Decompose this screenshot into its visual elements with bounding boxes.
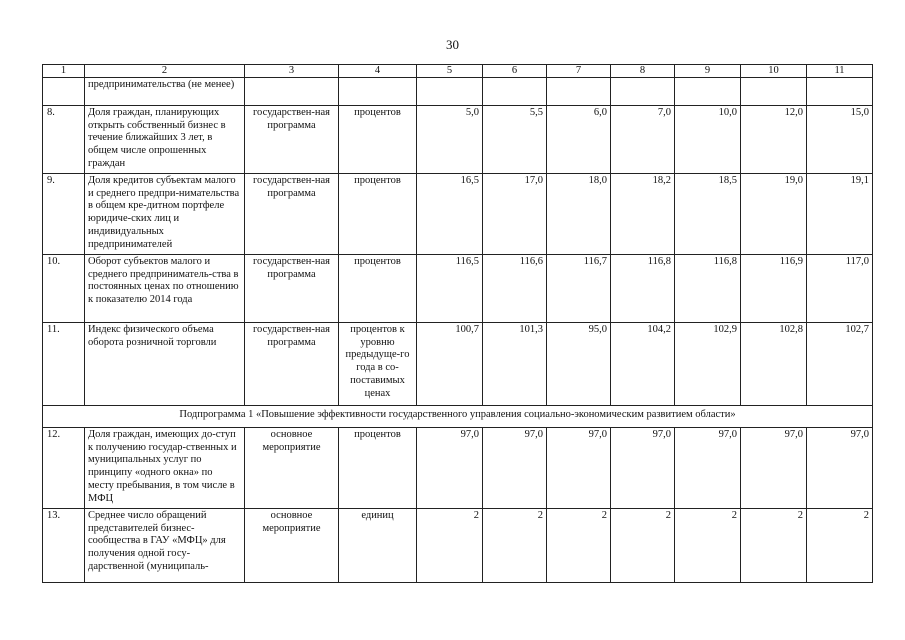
value-cell: 116,6 [483,255,547,323]
table-row [43,174,873,255]
value-cell [547,78,611,106]
value-cell: 116,9 [741,255,807,323]
value-cell: 116,8 [611,255,675,323]
value-cell: 5,5 [483,106,547,174]
value-cell: 117,0 [807,255,873,323]
value-cell: 102,8 [741,323,807,406]
value-cell: 5,0 [417,106,483,174]
indicator-source: основное мероприятие [245,509,339,583]
indicator-name: Доля граждан, планирующих открыть собственный бизнес в течение ближайших 3 лет, в общем числе опрошенных граждан [85,106,245,174]
value-cell: 97,0 [741,428,807,509]
value-cell: 97,0 [675,428,741,509]
value-cell: 19,1 [807,174,873,255]
unit-of-measure: процентов [339,106,417,174]
value-cell: 16,5 [417,174,483,255]
table-body [43,65,873,583]
indicator-source [245,78,339,106]
value-cell: 100,7 [417,323,483,406]
page-number: 30 [446,37,459,52]
row-number: 8. [43,106,85,174]
value-cell: 97,0 [611,428,675,509]
unit-of-measure: процентов [339,428,417,509]
value-cell: 116,5 [417,255,483,323]
table-row [43,428,873,509]
value-cell [611,78,675,106]
table-row [43,323,873,406]
value-cell: 2 [483,509,547,583]
unit-of-measure: процентов к уровню предыдуще-го года в со-поставимых ценах [339,323,417,406]
value-cell: 18,5 [675,174,741,255]
row-number: 10. [43,255,85,323]
indicator-source: основное мероприятие [245,428,339,509]
value-cell [741,78,807,106]
row-number: 13. [43,509,85,583]
column-number-5: 5 [417,65,483,78]
table-row [43,78,873,106]
indicator-source: государствен-ная программа [245,323,339,406]
indicator-source: государствен-ная программа [245,255,339,323]
column-number-2: 2 [85,65,245,78]
value-cell: 2 [547,509,611,583]
indicators-table [42,64,873,583]
value-cell: 2 [741,509,807,583]
table-row [43,255,873,323]
value-cell: 12,0 [741,106,807,174]
value-cell: 17,0 [483,174,547,255]
value-cell: 116,8 [675,255,741,323]
indicator-name: Доля граждан, имеющих до-ступ к получению государ-ственных и муниципальных услуг по принципу «одного окна» по месту пребывания, в том числе в МФЦ [85,428,245,509]
value-cell: 15,0 [807,106,873,174]
value-cell: 18,2 [611,174,675,255]
value-cell: 19,0 [741,174,807,255]
column-number-7: 7 [547,65,611,78]
value-cell: 116,7 [547,255,611,323]
value-cell: 7,0 [611,106,675,174]
column-number-9: 9 [675,65,741,78]
column-number-11: 11 [807,65,873,78]
column-number-4: 4 [339,65,417,78]
row-number: 9. [43,174,85,255]
indicator-name: предпринимательства (не менее) [85,78,245,106]
unit-of-measure: процентов [339,255,417,323]
value-cell: 6,0 [547,106,611,174]
unit-of-measure: единиц [339,509,417,583]
unit-of-measure: процентов [339,174,417,255]
indicator-name: Доля кредитов субъектам малого и среднего предпри-нимательства в общем кре-дитном портфеле юридиче-ских лиц и индивидуальных предпринимателей [85,174,245,255]
value-cell: 102,9 [675,323,741,406]
value-cell [417,78,483,106]
column-number-10: 10 [741,65,807,78]
row-number: 12. [43,428,85,509]
subprogram-title: Подпрограмма 1 «Повышение эффективности государственного управления социально-экономическим развитием области» [43,406,873,428]
indicator-name: Оборот субъектов малого и среднего предприниматель-ства в постоянных ценах по отношению к показателю 2014 года [85,255,245,323]
value-cell: 95,0 [547,323,611,406]
indicator-name: Среднее число обращений представителей бизнес-сообщества в ГАУ «МФЦ» для получения одной госу-дарственной (муниципаль- [85,509,245,583]
value-cell: 2 [611,509,675,583]
row-number: 11. [43,323,85,406]
column-number-3: 3 [245,65,339,78]
indicator-name: Индекс физического объема оборота розничной торговли [85,323,245,406]
value-cell: 18,0 [547,174,611,255]
value-cell: 97,0 [417,428,483,509]
value-cell: 2 [417,509,483,583]
value-cell: 2 [675,509,741,583]
value-cell: 101,3 [483,323,547,406]
subprogram-header-row [43,406,873,428]
value-cell: 10,0 [675,106,741,174]
value-cell [483,78,547,106]
value-cell: 104,2 [611,323,675,406]
value-cell [807,78,873,106]
value-cell: 2 [807,509,873,583]
row-number [43,78,85,106]
unit-of-measure [339,78,417,106]
value-cell: 97,0 [807,428,873,509]
indicator-source: государствен-ная программа [245,106,339,174]
column-number-8: 8 [611,65,675,78]
column-number-6: 6 [483,65,547,78]
value-cell: 97,0 [483,428,547,509]
value-cell [675,78,741,106]
table-row [43,106,873,174]
value-cell: 102,7 [807,323,873,406]
table-row [43,509,873,583]
indicator-source: государствен-ная программа [245,174,339,255]
column-numbers-row [43,65,873,78]
value-cell: 97,0 [547,428,611,509]
column-number-1: 1 [43,65,85,78]
